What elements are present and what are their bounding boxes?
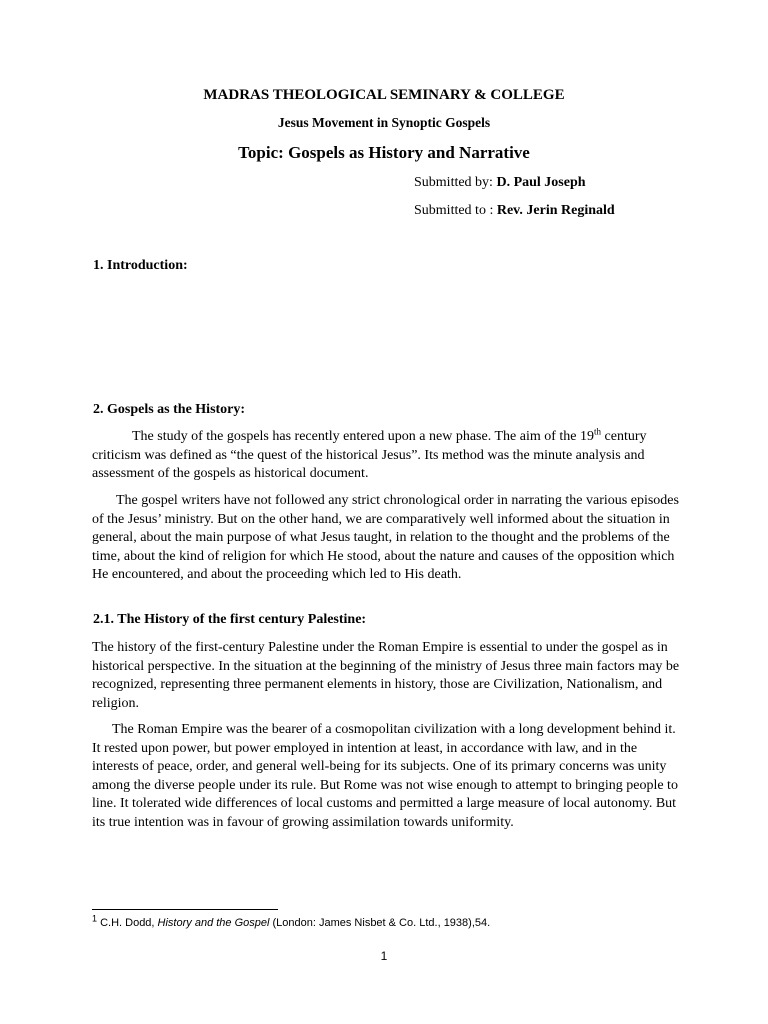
footnote-book-title: History and the Gospel <box>157 917 270 929</box>
topic-title: Topic: Gospels as History and Narrative <box>238 143 530 162</box>
paragraph-study-of-gospels <box>92 428 682 484</box>
footnote-details: (London: James Nisbet & Co. Ltd., 1938),54. <box>269 917 491 929</box>
history-heading: 2. Gospels as the History: <box>93 402 246 417</box>
paragraph-gospel-writers: The gospel writers have not followed any strict chronological order in narrating the various episodes of the Jesus’ ministry. But on the other hand, we are comparatively well informed about the situation in general, about the main purpose of what Jesus taught, in relation to the thought and the problems of the time, about the kind of religion for which He stood, about the nature and causes of the opposition which He encountered, and about the proceeding which led to His death. <box>92 493 679 582</box>
footnote-separator <box>92 909 278 910</box>
submitted-by-label: Submitted by: <box>414 175 497 190</box>
palestine-heading: 2.1. The History of the first century Palestine: <box>93 612 367 627</box>
introduction-heading: 1. Introduction: <box>93 258 188 273</box>
footnote-author: C.H. Dodd, <box>97 917 158 929</box>
footnote <box>92 913 491 929</box>
page-number: 1 <box>380 949 388 963</box>
footnote-mark: 1 <box>92 913 98 924</box>
superscript-th: th <box>594 426 602 437</box>
paragraph-1-part-a: The study of the gospels has recently entered upon a new phase. The aim of the 19 <box>132 429 594 444</box>
institution-title: MADRAS THEOLOGICAL SEMINARY & COLLEGE <box>203 87 565 103</box>
submitted-to-label: Submitted to : <box>414 203 497 218</box>
submitted-to <box>414 203 615 219</box>
paragraph-roman-empire: The Roman Empire was the bearer of a cosmopolitan civilization with a long development behind it. It rested upon power, but power employed in intention at least, in accordance with law, and in the interests of peace, order, and general well-being for its subjects. One of its primary concerns was unity among the diverse people under its rule. But Rome was not wise enough to attempt to bringing people to line. It tolerated wide differences of local customs and permitted a large measure of local autonomy. But its true intention was in favour of growing assimilation towards uniformity. <box>92 722 678 830</box>
submitted-by-name: D. Paul Joseph <box>496 175 586 190</box>
paragraph-first-century-palestine: The history of the first-century Palestine under the Roman Empire is essential to under the gospel as in historical perspective. In the situation at the beginning of the ministry of Jesus three main factors may be recognized, representing three permanent elements in history, those are Civilization, Nationalism, and religion. <box>92 640 680 711</box>
submitted-by <box>414 175 586 191</box>
course-title: Jesus Movement in Synoptic Gospels <box>277 115 491 130</box>
submitted-to-name: Rev. Jerin Reginald <box>496 203 615 218</box>
paragraph-1-part-b: century criticism was defined as “the quest of the historical Jesus”. Its method was the minute analysis and assessment of the gospels as historical document. <box>92 429 647 481</box>
